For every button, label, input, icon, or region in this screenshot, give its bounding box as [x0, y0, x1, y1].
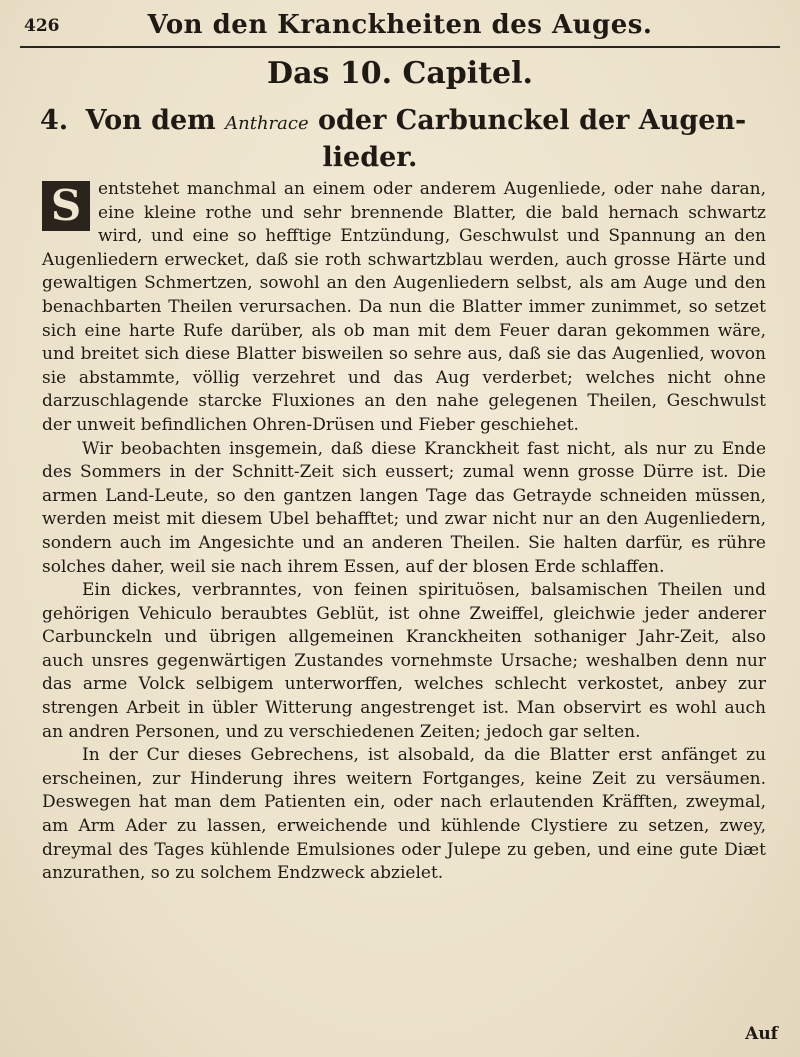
- paragraph: Wir beobachten insgemein, daß diese Kranckheit fast nicht, als nur zu Ende des Sommers in der Schnitt-Zeit sich eussert; zumal wenn grosse Dürre ist. Die armen Land-Leute, so den gantzen langen Tage das Getrayde schneiden müssen, werden meist mit diesem Ubel behafftet; und zwar nicht nur an den Augenliedern, sondern auch im Angesichte und an anderen Theilen. Sie halten darfür, es rühre solches daher, weil sie nach ihrem Essen, auf der blosen Erde schlaffen.: [42, 438, 766, 577]
- page-header: [20, 6, 780, 48]
- section-title-line2: lieder.: [322, 142, 418, 173]
- paragraph: [42, 178, 766, 438]
- body-text: [42, 178, 766, 886]
- section-title: [40, 104, 760, 175]
- page-number: 426: [24, 16, 60, 36]
- catchword: Auf: [745, 1024, 778, 1044]
- paragraph: In der Cur dieses Gebrechens, ist alsobald, da die Blatter erst anfänget zu erscheinen, zur Hinderung ihres weitern Fortganges, keine Zeit zu versäumen. Deswegen hat man dem Patienten ein, oder nach erlautenden Kräfften, zweymal, am Arm Ader zu lassen, erweichende und kühlende Clystiere zu setzen, zwey, dreymal des Tages kühlende Emulsiones oder Julepe zu geben, und eine gute Diæt anzurathen, so zu solchem Endzweck abzielet.: [42, 745, 766, 884]
- section-title-part2: oder Carbunckel der Augen-: [318, 105, 747, 136]
- section-latin-term: Anthrace: [225, 113, 309, 134]
- running-head: Von den Kranckheiten des Auges.: [147, 10, 653, 40]
- paragraph-text: entstehet manchmal an einem oder anderem Augenliede, oder nahe daran, eine kleine rothe und sehr brennende Blatter, die bald hernach schwartz wird, und eine so hefftige Entzündung, Geschwulst und Spannung an den Augenliedern erwecket, daß sie roth schwartzblau werden, auch grosse Härte und gewaltigen Schmertzen, sowohl an den Augenliedern selbst, als am Auge und den benachbarten Theilen verursachen. Da nun die Blatter immer zunimmet, so setzet sich eine harte Rufe darüber, als ob man mit dem Feuer daran gekommen wäre, und breitet sich diese Blatter bisweilen so sehre aus, daß sie das Augenlied, wovon sie abstammte, völlig verzehret und das Aug verderbet; welches nicht ohne darzuschlagende starcke Fluxiones an den nahe gelegenen Theilen, Geschwulst der unweit befindlichen Ohren-Drüsen und Fieber geschiehet.: [42, 179, 766, 435]
- chapter-heading: Das 10. Capitel.: [267, 56, 533, 91]
- paragraph: Ein dickes, verbranntes, von feinen spirituösen, balsamischen Theilen und gehörigen Vehiculo beraubtes Geblüt, ist ohne Zweiffel, gleichwie jeder anderer Carbunckeln und übrigen allgemeinen Kranckheiten sothaniger Jahr-Zeit, also auch unsres gegenwärtigen Zustandes vornehmste Ursache; weshalben denn nur das arme Volck selbigem unterworffen, welches schlecht verkostet, anbey zur strengen Arbeit in übler Witterung angestrenget ist. Man observirt es wohl auch an andren Personen, und zu verschiedenen Zeiten; jedoch gar selten.: [42, 580, 766, 742]
- section-title-part1: Von dem: [85, 105, 216, 136]
- section-number: 4.: [40, 105, 69, 136]
- drop-cap: S: [42, 181, 90, 231]
